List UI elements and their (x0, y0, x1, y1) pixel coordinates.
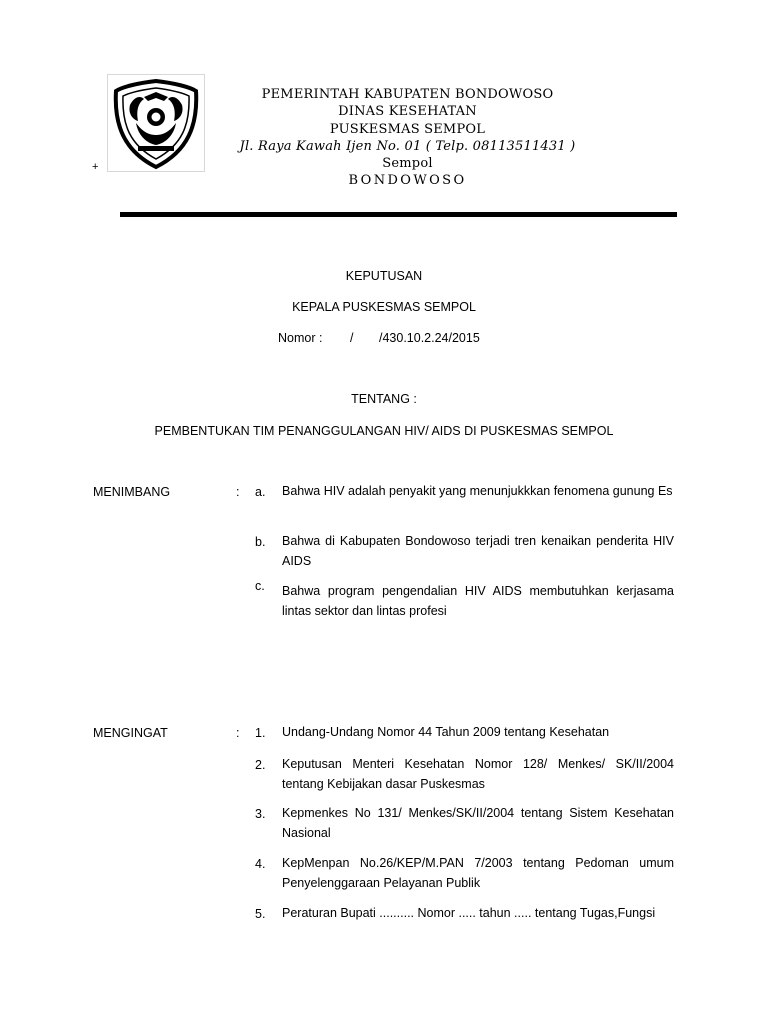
decree-number-slash: / (350, 331, 354, 345)
letterhead-village: Sempol (382, 156, 433, 172)
decree-subject: PEMBENTUKAN TIM PENANGGULANGAN HIV/ AIDS DI PUSKESMAS SEMPOL (154, 424, 614, 438)
coat-of-arms-icon (108, 75, 204, 171)
menimbang-marker-a: a. (255, 485, 266, 499)
mengingat-colon: : (236, 726, 240, 740)
mengingat-item-2: Keputusan Menteri Kesehatan Nomor 128/ Menkes/ SK/II/2004 tentang Kebijakan dasar Puskesmas (282, 757, 674, 791)
decree-title: KEPUTUSAN (345, 269, 423, 283)
menimbang-colon: : (236, 485, 240, 499)
menimbang-item-c: Bahwa program pengendalian HIV AIDS membutuhkan kerjasama lintas sektor dan lintas profesi (282, 584, 674, 618)
regency-emblem (107, 74, 205, 172)
mengingat-item-3: Kepmenkes No 131/ Menkes/SK/II/2004 tentang Sistem Kesehatan Nasional (282, 806, 674, 840)
menimbang-label: MENIMBANG (93, 485, 171, 499)
mengingat-item-4: KepMenpan No.26/KEP/M.PAN 7/2003 tentang Pedoman umum Penyelenggaraan Pelayanan Publik (282, 856, 674, 890)
mengingat-label: MENGINGAT (93, 726, 168, 740)
letterhead-government: PEMERINTAH KABUPATEN BONDOWOSO (261, 87, 554, 102)
decree-issuer: KEPALA PUSKESMAS SEMPOL (292, 300, 476, 314)
crosshair-mark: + (92, 161, 99, 173)
letterhead-city: BONDOWOSO (348, 173, 467, 189)
mengingat-item-5: Peraturan Bupati .......... Nomor ..... tahun ..... tentang Tugas,Fungsi (282, 906, 656, 920)
decree-number-value: /430.10.2.24/2015 (379, 331, 480, 345)
letterhead-divider (120, 212, 677, 217)
mengingat-item-1: Undang-Undang Nomor 44 Tahun 2009 tentang Kesehatan (282, 725, 610, 739)
mengingat-marker-3: 3. (255, 807, 266, 821)
mengingat-marker-4: 4. (255, 857, 266, 871)
mengingat-marker-5: 5. (255, 907, 266, 921)
menimbang-marker-b: b. (255, 535, 266, 549)
menimbang-marker-c: c. (255, 579, 265, 593)
letterhead (205, 86, 610, 190)
letterhead-institution: PUSKESMAS SEMPOL (329, 121, 486, 137)
decree-subject-label: TENTANG : (351, 392, 417, 406)
decree-number-label: Nomor : (278, 331, 323, 345)
letterhead-address: Jl. Raya Kawah Ijen No. 01 ( Telp. 08113511431 ) (239, 138, 576, 154)
letterhead-agency: DINAS KESEHATAN (338, 104, 477, 120)
mengingat-marker-1: 1. (255, 726, 266, 740)
menimbang-item-b: Bahwa di Kabupaten Bondowoso terjadi tren kenaikan penderita HIV AIDS (282, 534, 674, 568)
menimbang-item-a: Bahwa HIV adalah penyakit yang menunjukkkan fenomena gunung Es (282, 484, 673, 498)
mengingat-marker-2: 2. (255, 758, 266, 772)
